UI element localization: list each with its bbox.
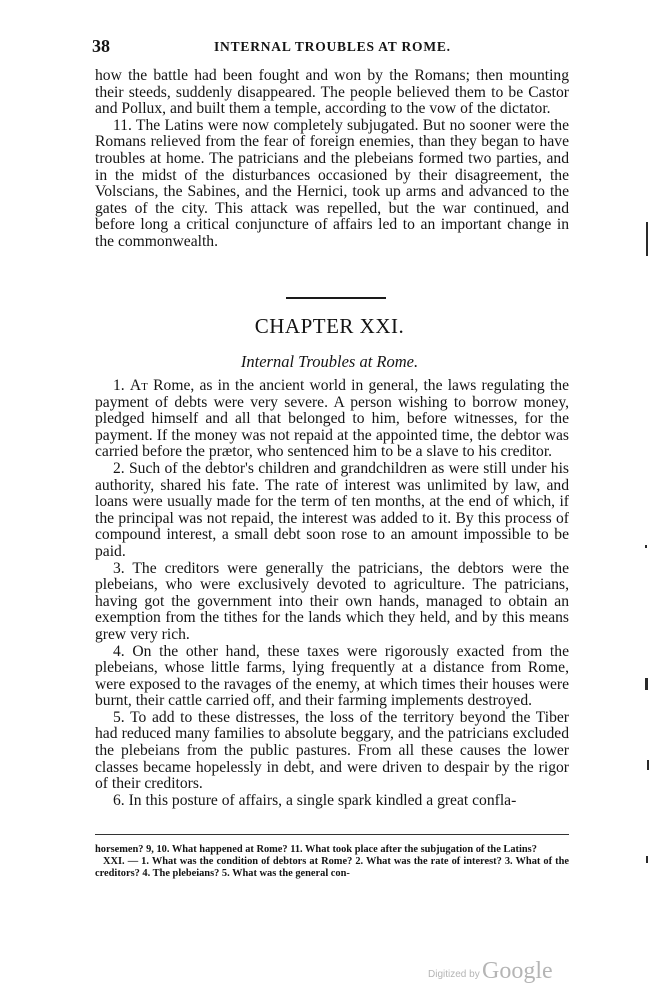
footnote-line-2: XXI. — 1. What was the condition of debtors at Rome? 2. What was the rate of interest? 3. What of the creditors? 4. The plebeians? 5. What was the general con- — [95, 856, 569, 879]
margin-speck — [646, 222, 648, 256]
paragraph-1-dropcap: At — [129, 377, 148, 394]
chapter-subtitle: Internal Troubles at Rome. — [240, 352, 419, 371]
paragraph-5: 5. To add to these distresses, the loss of the territory beyond the Tiber had reduced many families to absolute beggary, and the patricians excluded the plebeians from the public pastures. From all these causes the lower classes became hopelessly in debt, and were driven to despair by the rigor of their creditors. — [95, 708, 569, 793]
continued-paragraph: how the battle had been fought and won by the Romans; then mounting their steeds, suddenly disappeared. The people believed them to be Castor and Pollux, and built them a temple, according to the vow of the dictator. — [95, 67, 569, 118]
digitization-watermark — [428, 958, 568, 988]
continued-text-block — [95, 68, 569, 251]
footnotes — [95, 844, 569, 879]
margin-speck — [647, 760, 649, 770]
paragraph-1-text: Rome, as in the ancient world in general, the laws regulating the payment of debts were very severe. A person wishing to borrow money, pledged himself and all that belonged to him, before witnesses, for the payment. If the money was not repaid at the appointed time, the debtor was carried before the prætor, who sentenced him to be a slave to his creditor. — [95, 377, 569, 461]
margin-speck — [646, 856, 648, 863]
paragraph-1-number: 1. — [113, 377, 125, 394]
footnote-divider — [95, 834, 569, 835]
page-number: 38 — [92, 36, 110, 56]
google-logo: Google — [482, 958, 553, 984]
paragraph-1 — [95, 378, 569, 461]
page-header — [92, 36, 562, 58]
section-divider — [286, 297, 386, 299]
chapter-body — [95, 378, 569, 809]
paragraph-4: 4. On the other hand, these taxes were rigorously exacted from the plebeians, whose little farms, lying frequently at a distance from Rome, were exposed to the ravages of the enemy, at which times their houses were burnt, their cattle carried off, and their farming implements destroyed. — [95, 642, 569, 710]
paragraph-11: 11. The Latins were now completely subjugated. But no sooner were the Romans relieved from the fear of foreign enemies, than they began to have troubles at home. The patricians and the plebeians formed two parties, and in the midst of the disturbances occasioned by their disagreement, the Volscians, the Sabines, and the Hernici, took up arms and advanced to the gates of the city. This attack was repelled, but the war continued, and before long a critical conjuncture of affairs led to an important change in the commonwealth. — [95, 116, 569, 250]
running-title: INTERNAL TROUBLES AT ROME. — [214, 39, 451, 54]
watermark-prefix: Digitized by — [428, 969, 480, 980]
footnote-line-1: horsemen? 9, 10. What happened at Rome? 11. What took place after the subjugation of the Latins? — [95, 844, 537, 855]
margin-speck — [645, 678, 648, 690]
margin-speck — [645, 545, 647, 548]
paragraph-3: 3. The creditors were generally the patricians, the debtors were the plebeians, who were exclusively devoted to agriculture. The patricians, having got the government into their own hands, managed to obtain an exemption from the tithes for the lands which they held, and by this means grew very rich. — [95, 559, 569, 643]
paragraph-2: 2. Such of the debtor's children and grandchildren as were still under his authority, shared his fate. The rate of interest was unlimited by law, and loans were usually made for the term of ten months, at the end of which, if the principal was not repaid, the interest was added to it. By this process of compound interest, a small debt soon rose to an amount impossible to be paid. — [95, 459, 569, 560]
chapter-heading: CHAPTER XXI. — [254, 314, 405, 338]
paragraph-6: 6. In this posture of affairs, a single spark kindled a great confla- — [113, 791, 517, 809]
